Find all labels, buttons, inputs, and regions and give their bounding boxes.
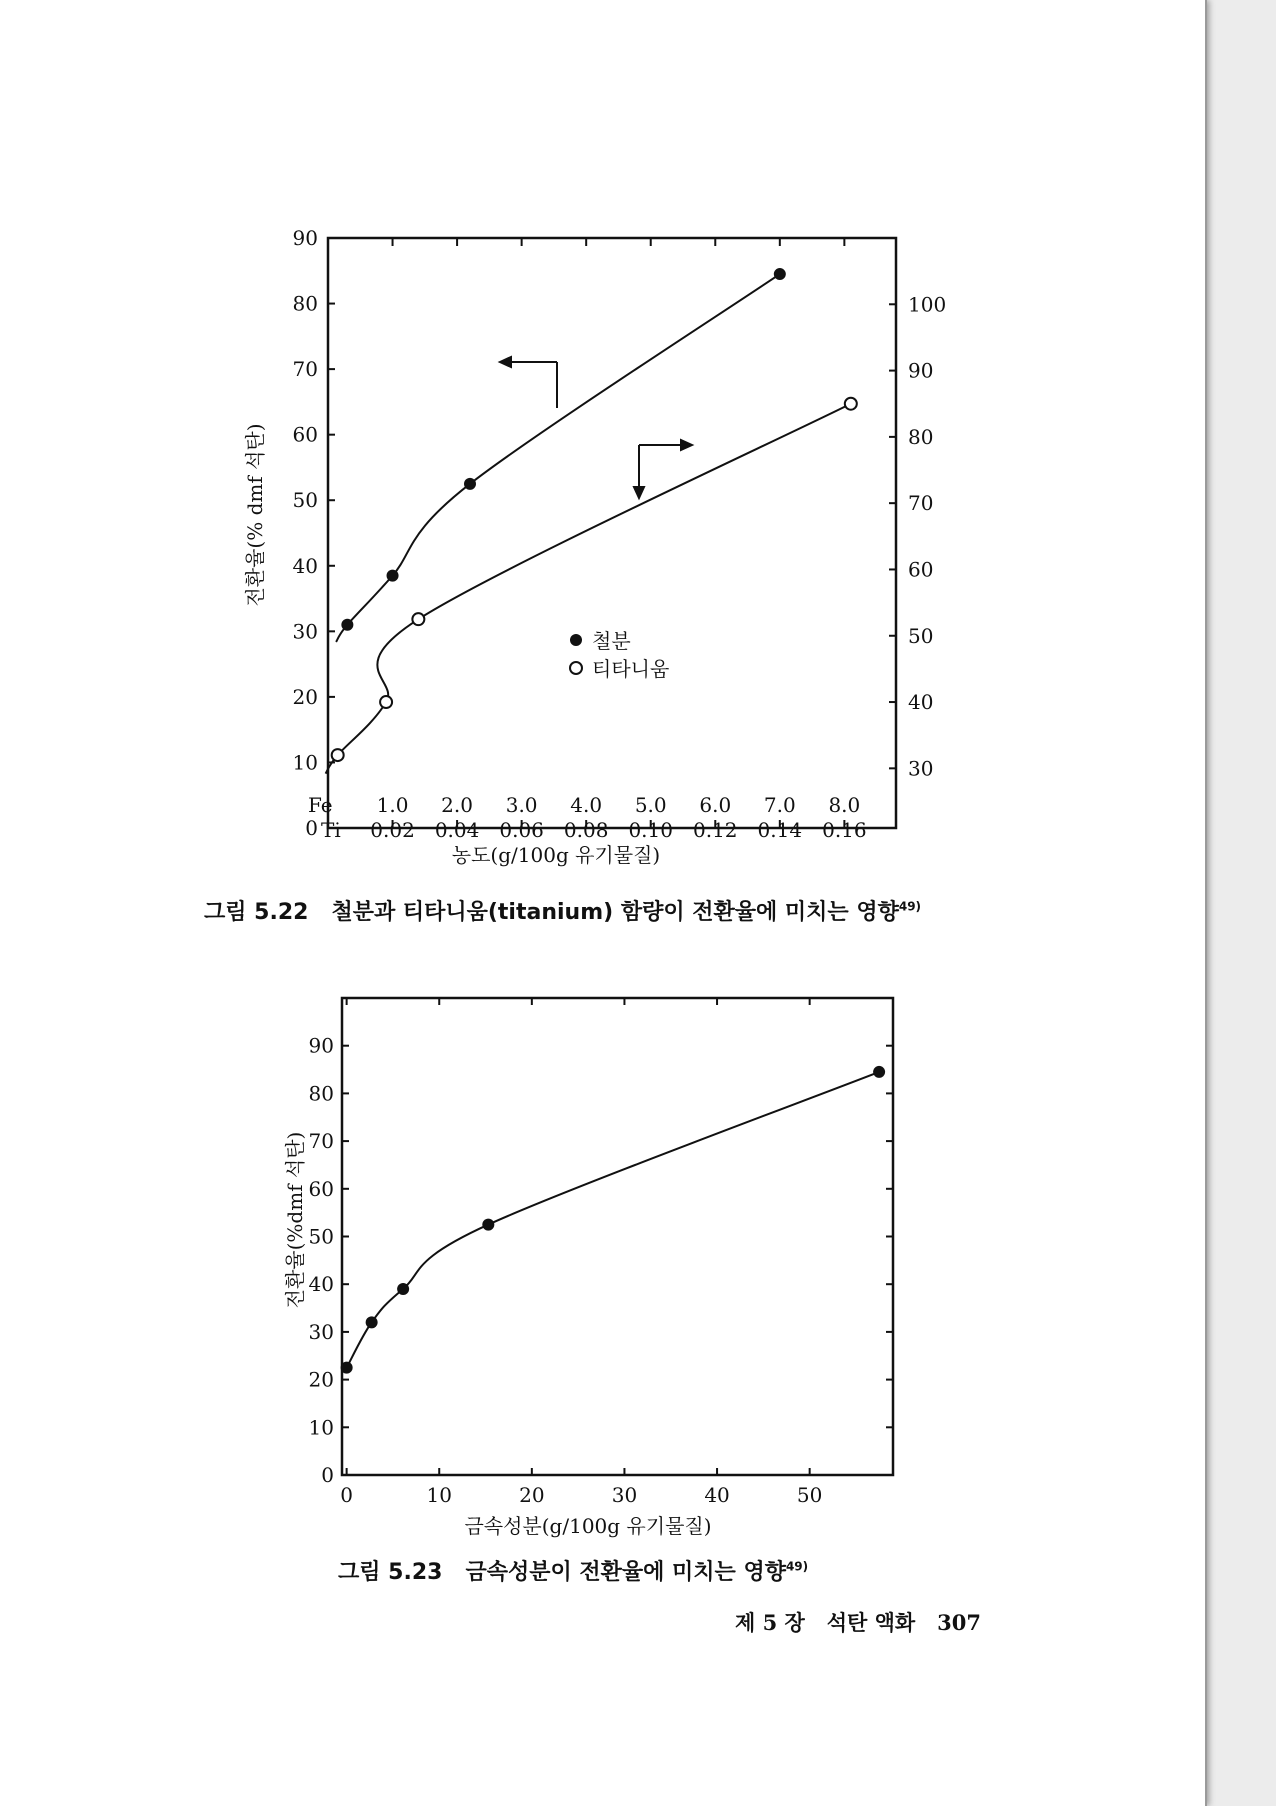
left-axis-tick-label: 20 bbox=[292, 684, 318, 709]
ti-tick-label: 0.12 bbox=[693, 818, 738, 842]
left-axis-tick-label: 90 bbox=[292, 226, 318, 250]
fe-tick-label: 4.0 bbox=[570, 793, 603, 817]
right-axis-tick-label: 40 bbox=[908, 690, 934, 715]
ti-data-point bbox=[845, 398, 857, 410]
right-axis-tick-label: 100 bbox=[908, 292, 947, 317]
legend bbox=[570, 629, 669, 681]
plot-frame bbox=[328, 238, 896, 828]
y-axis-tick-label: 40 bbox=[308, 1272, 334, 1297]
chapter-label: 제 5 장 bbox=[735, 1610, 805, 1635]
ti-series-curve bbox=[326, 404, 851, 774]
left-axis-tick-label: 60 bbox=[292, 422, 318, 447]
fe-tick-label: 6.0 bbox=[699, 793, 732, 817]
legend-ti-label: 티타니움 bbox=[592, 657, 670, 681]
right-axis-tick-label: 70 bbox=[908, 491, 934, 516]
right-axis-tick-label: 90 bbox=[908, 358, 934, 383]
ti-data-point bbox=[412, 613, 424, 625]
figure-5-23-caption bbox=[338, 1555, 808, 1586]
x-axis-title: 농도(g/100g 유기물질) bbox=[451, 843, 661, 867]
x-axis-tick-label: 10 bbox=[426, 1483, 452, 1507]
y-axis-tick-label: 20 bbox=[308, 1367, 334, 1392]
ti-tick-label: 0.02 bbox=[370, 818, 415, 842]
y-axis-tick-label: 50 bbox=[308, 1224, 334, 1249]
x-axis-tick-label: 30 bbox=[611, 1483, 638, 1507]
chapter-title: 석탄 액화 bbox=[826, 1610, 916, 1635]
ti-tick-label: 0.16 bbox=[822, 818, 867, 842]
y-axis-tick-label: 90 bbox=[308, 1033, 334, 1058]
data-point bbox=[482, 1219, 494, 1231]
fe-data-point bbox=[341, 619, 353, 631]
ti-tick-label: 0.10 bbox=[628, 818, 673, 842]
plot-frame bbox=[342, 998, 893, 1475]
y-axis-tick-label: 70 bbox=[308, 1129, 334, 1154]
y-axis-tick-label: 60 bbox=[308, 1176, 334, 1201]
fe-tick-label: 1.0 bbox=[376, 793, 409, 817]
left-axis-tick-label: 0 bbox=[305, 816, 318, 840]
caption-text: 금속성분이 전환율에 미치는 영향 bbox=[465, 1560, 786, 1585]
legend-fe-marker bbox=[570, 634, 582, 646]
caption-reference: 49) bbox=[785, 1559, 809, 1574]
fe-tick-label: 5.0 bbox=[634, 793, 667, 817]
y-axis-tick-label: 80 bbox=[308, 1081, 334, 1106]
fe-tick-label: 8.0 bbox=[828, 793, 861, 817]
x-axis-title: 금속성분(g/100g 유기물질) bbox=[464, 1514, 712, 1538]
ti-data-point bbox=[332, 749, 344, 761]
fe-data-point bbox=[774, 268, 786, 280]
left-axis-tick-label: 10 bbox=[292, 750, 318, 775]
right-axis-arrow-indicator bbox=[634, 440, 692, 498]
y-axis-title: 전환율(%dmf 석탄) bbox=[283, 1131, 307, 1309]
figure-5-22-caption bbox=[204, 895, 921, 926]
ti-data-point bbox=[380, 696, 392, 708]
x-axis-tick-label: 40 bbox=[704, 1483, 730, 1507]
fe-series-curve bbox=[336, 274, 780, 642]
figure-5-22-chart bbox=[0, 0, 1205, 930]
caption-reference: 49) bbox=[898, 899, 922, 914]
data-point bbox=[366, 1316, 378, 1328]
fe-tick-label: 2.0 bbox=[441, 793, 473, 817]
page-number: 307 bbox=[937, 1610, 981, 1635]
right-axis-tick-label: 50 bbox=[908, 623, 934, 648]
y-axis-tick-label: 30 bbox=[308, 1319, 334, 1344]
series-curve bbox=[347, 1072, 879, 1368]
caption-label: 그림 5.23 bbox=[338, 1560, 443, 1585]
y-axis-tick-label: 0 bbox=[321, 1463, 334, 1487]
right-axis-tick-label: 30 bbox=[908, 756, 934, 781]
fe-data-point bbox=[464, 478, 476, 490]
data-point bbox=[397, 1283, 409, 1295]
data-point bbox=[341, 1362, 353, 1374]
legend-ti-marker bbox=[570, 662, 582, 674]
ti-tick-label: 0.14 bbox=[757, 818, 803, 842]
left-axis-tick-label: 50 bbox=[292, 488, 318, 513]
x-axis-tick-label: 20 bbox=[519, 1483, 545, 1507]
ti-row-prefix: Ti bbox=[321, 818, 341, 842]
left-axis-arrow-indicator bbox=[500, 357, 557, 408]
caption-label: 그림 5.22 bbox=[204, 900, 309, 925]
fe-data-point bbox=[387, 570, 399, 582]
ti-tick-label: 0.04 bbox=[434, 818, 480, 842]
left-axis-tick-label: 70 bbox=[292, 357, 318, 382]
y-axis-tick-label: 10 bbox=[308, 1415, 334, 1440]
figure-5-23-chart bbox=[0, 960, 1205, 1560]
right-axis-tick-label: 80 bbox=[908, 424, 934, 449]
left-axis-tick-label: 80 bbox=[292, 291, 318, 316]
page-footer bbox=[735, 1607, 981, 1637]
fe-row-prefix: Fe bbox=[308, 793, 333, 817]
left-axis-tick-label: 40 bbox=[292, 553, 318, 578]
data-point bbox=[873, 1066, 885, 1078]
caption-text: 철분과 티타니움(titanium) 함량이 전환율에 미치는 영향 bbox=[331, 900, 899, 925]
right-axis-tick-label: 60 bbox=[908, 557, 934, 582]
ti-tick-label: 0.06 bbox=[499, 818, 544, 842]
x-axis-tick-label: 50 bbox=[796, 1483, 823, 1507]
left-axis-tick-label: 30 bbox=[292, 619, 318, 644]
fe-tick-label: 3.0 bbox=[505, 793, 538, 817]
legend-fe-label: 철분 bbox=[592, 629, 631, 653]
fe-tick-label: 7.0 bbox=[763, 793, 796, 817]
x-axis-tick-label: 0 bbox=[340, 1483, 353, 1507]
ti-tick-label: 0.08 bbox=[563, 818, 609, 842]
left-axis-title: 전환율(% dmf 석탄) bbox=[243, 423, 267, 607]
